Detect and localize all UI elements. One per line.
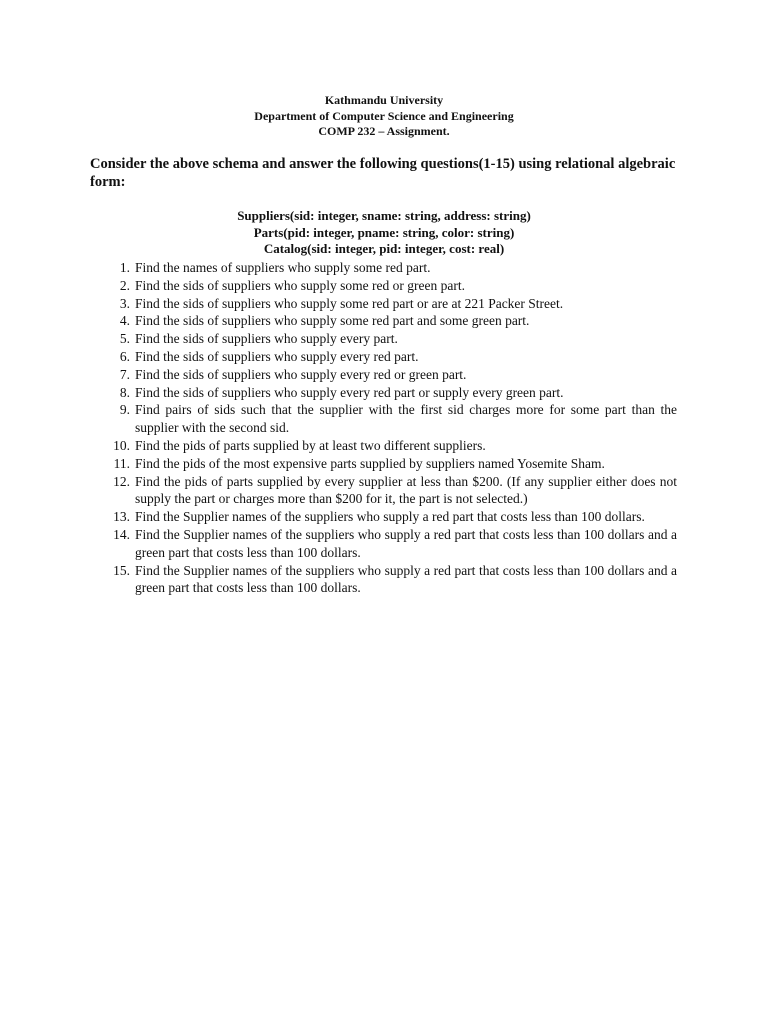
question-item (90, 312, 677, 330)
question-item (90, 330, 677, 348)
question-item (90, 473, 677, 509)
question-number: 1. (119, 260, 130, 275)
question-text: Find the sids of suppliers who supply some red part and some green part. (135, 313, 530, 329)
question-number: 11. (113, 455, 130, 471)
question-item (90, 526, 677, 562)
question-item (90, 366, 677, 384)
question-number: 8. (119, 384, 130, 400)
question-text: Find the Supplier names of the suppliers who supply a red part that costs less than 100 dollars and a green part that costs less than 100 dollars. (135, 526, 677, 560)
question-number: 12. (113, 473, 130, 489)
question-text: Find the sids of suppliers who supply some red part or are at 221 Packer Street. (135, 295, 564, 311)
question-number: 10. (113, 437, 130, 453)
department-name: Department of Computer Science and Engineering (254, 108, 514, 123)
document-header (0, 93, 768, 140)
question-text: Find the pids of parts supplied by every supplier at less than $200. (If any supplier either does not supply the part or charges more than $200 for it, the part is not selected.) (135, 473, 677, 507)
university-name: Kathmandu University (324, 93, 444, 107)
question-item (90, 259, 677, 277)
schema-parts: Parts(pid: integer, pname: string, color: string) (253, 224, 515, 240)
question-number: 4. (119, 313, 130, 329)
question-item (90, 508, 677, 526)
question-item (90, 437, 677, 455)
question-text: Find the sids of suppliers who supply every red part. (135, 348, 419, 364)
question-item (90, 401, 677, 437)
question-text: Find the pids of parts supplied by at least two different suppliers. (135, 437, 486, 453)
question-text: Find the pids of the most expensive parts supplied by suppliers named Yosemite Sham. (135, 455, 605, 471)
question-text: Find pairs of sids such that the supplier with the first sid charges more for some part than the supplier with the second sid. (135, 402, 677, 436)
question-text: Find the Supplier names of the suppliers who supply a red part that costs less than 100 dollars. (135, 509, 645, 525)
question-number: 2. (119, 277, 130, 293)
question-item (90, 384, 677, 402)
question-list (90, 259, 677, 597)
assignment-instructions: Consider the above schema and answer the following questions(1-15) using relational algebraic form: (90, 156, 676, 190)
question-text: Find the sids of suppliers who supply every part. (135, 331, 398, 347)
question-number: 9. (119, 402, 130, 418)
course-title: COMP 232 – Assignment. (318, 124, 450, 138)
question-item (90, 277, 677, 295)
question-number: 6. (119, 348, 130, 364)
question-text: Find the sids of suppliers who supply every red part or supply every green part. (135, 384, 564, 400)
question-item (90, 562, 677, 598)
question-item (90, 455, 677, 473)
question-number: 13. (113, 509, 130, 525)
question-text: Find the sids of suppliers who supply every red or green part. (135, 366, 467, 382)
question-text: Find the names of suppliers who supply some red part. (135, 260, 431, 275)
schema-catalog: Catalog(sid: integer, pid: integer, cost: real) (263, 241, 505, 256)
question-number: 15. (113, 562, 130, 578)
question-text: Find the Supplier names of the suppliers who supply a red part that costs less than 100 dollars and a green part that costs less than 100 dollars. (135, 562, 677, 596)
schema-suppliers: Suppliers(sid: integer, sname: string, address: string) (237, 208, 531, 223)
question-item (90, 348, 677, 366)
question-number: 3. (119, 295, 130, 311)
relational-schema (0, 208, 768, 258)
question-text: Find the sids of suppliers who supply some red or green part. (135, 277, 465, 293)
question-item (90, 295, 677, 313)
question-number: 14. (113, 526, 130, 542)
question-number: 5. (119, 331, 130, 347)
question-number: 7. (119, 366, 130, 382)
